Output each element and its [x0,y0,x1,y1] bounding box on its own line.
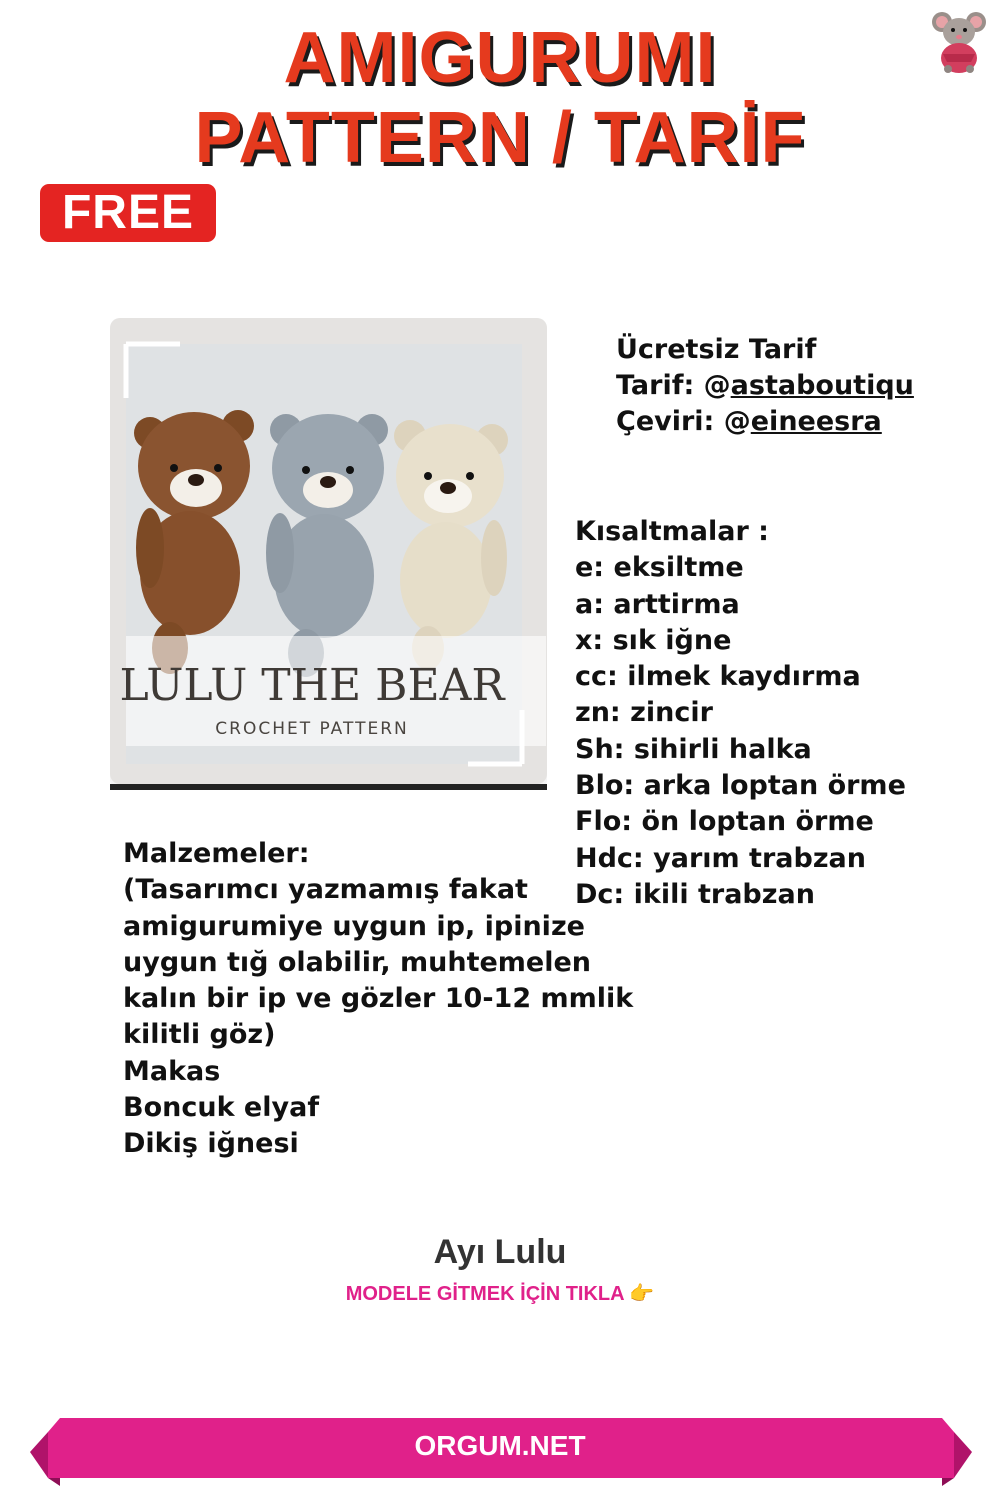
credits-tarif: Tarif: @astaboutiqu [616,370,914,401]
materials-line: kalın bir ip ve gözler 10-12 mmlik [123,983,634,1015]
credits-ceviri: Çeviri: @eineesra [616,406,882,437]
materials-line: Dikiş iğnesi [123,1128,299,1160]
free-badge: FREE [40,184,216,242]
abbreviation-item: Dc: ikili trabzan [575,878,815,910]
model-link[interactable]: MODELE GİTMEK İÇİN TIKLA 👉 [345,1283,655,1305]
abbreviation-item: zn: zincir [575,697,713,729]
materials-line: Boncuk elyaf [123,1092,320,1124]
credits-line1: Ücretsiz Tarif [616,334,817,365]
pattern-cover-image [110,318,547,790]
page-title-line1: AMIGURUMI [283,18,717,98]
credits [616,332,914,440]
materials-line: Malzemeler: [123,838,310,869]
abbreviation-item: Blo: arka loptan örme [575,770,906,802]
abbreviation-item: Sh: sihirli halka [575,733,812,765]
materials-line: amigurumiye uygun ip, ipinize [123,910,585,942]
abbreviations-heading: Kısaltmalar : [575,516,769,547]
abbreviation-item: a: arttirma [575,588,740,620]
materials-line: (Tasarımcı yazmamış fakat [123,874,528,906]
abbreviation-item: Flo: ön loptan örme [575,806,874,838]
cover-title: LULU THE BEAR [119,660,505,711]
materials-line: uygun tığ olabilir, muhtemelen [123,946,592,978]
tarif-handle-link[interactable]: astaboutiqu [730,370,914,401]
abbreviation-item: cc: ilmek kaydırma [575,661,861,693]
abbreviation-item: e: eksiltme [575,552,744,584]
ceviri-handle-link[interactable]: eineesra [750,406,882,437]
abbreviation-item: Hdc: yarım trabzan [575,842,866,874]
abbreviation-item: x: sık iğne [575,624,732,656]
page-title-line2: PATTERN / TARİF [194,98,806,178]
materials-line: Makas [123,1055,221,1087]
materials-list [123,836,634,1163]
site-name[interactable]: ORGUM.NET [414,1430,586,1461]
cover-subtitle: CROCHET PATTERN [215,719,409,739]
mouse-mascot-icon [930,8,988,74]
materials-line: kilitli göz) [123,1019,276,1051]
model-title: Ayı Lulu [433,1233,567,1271]
abbreviations-list [575,514,906,913]
